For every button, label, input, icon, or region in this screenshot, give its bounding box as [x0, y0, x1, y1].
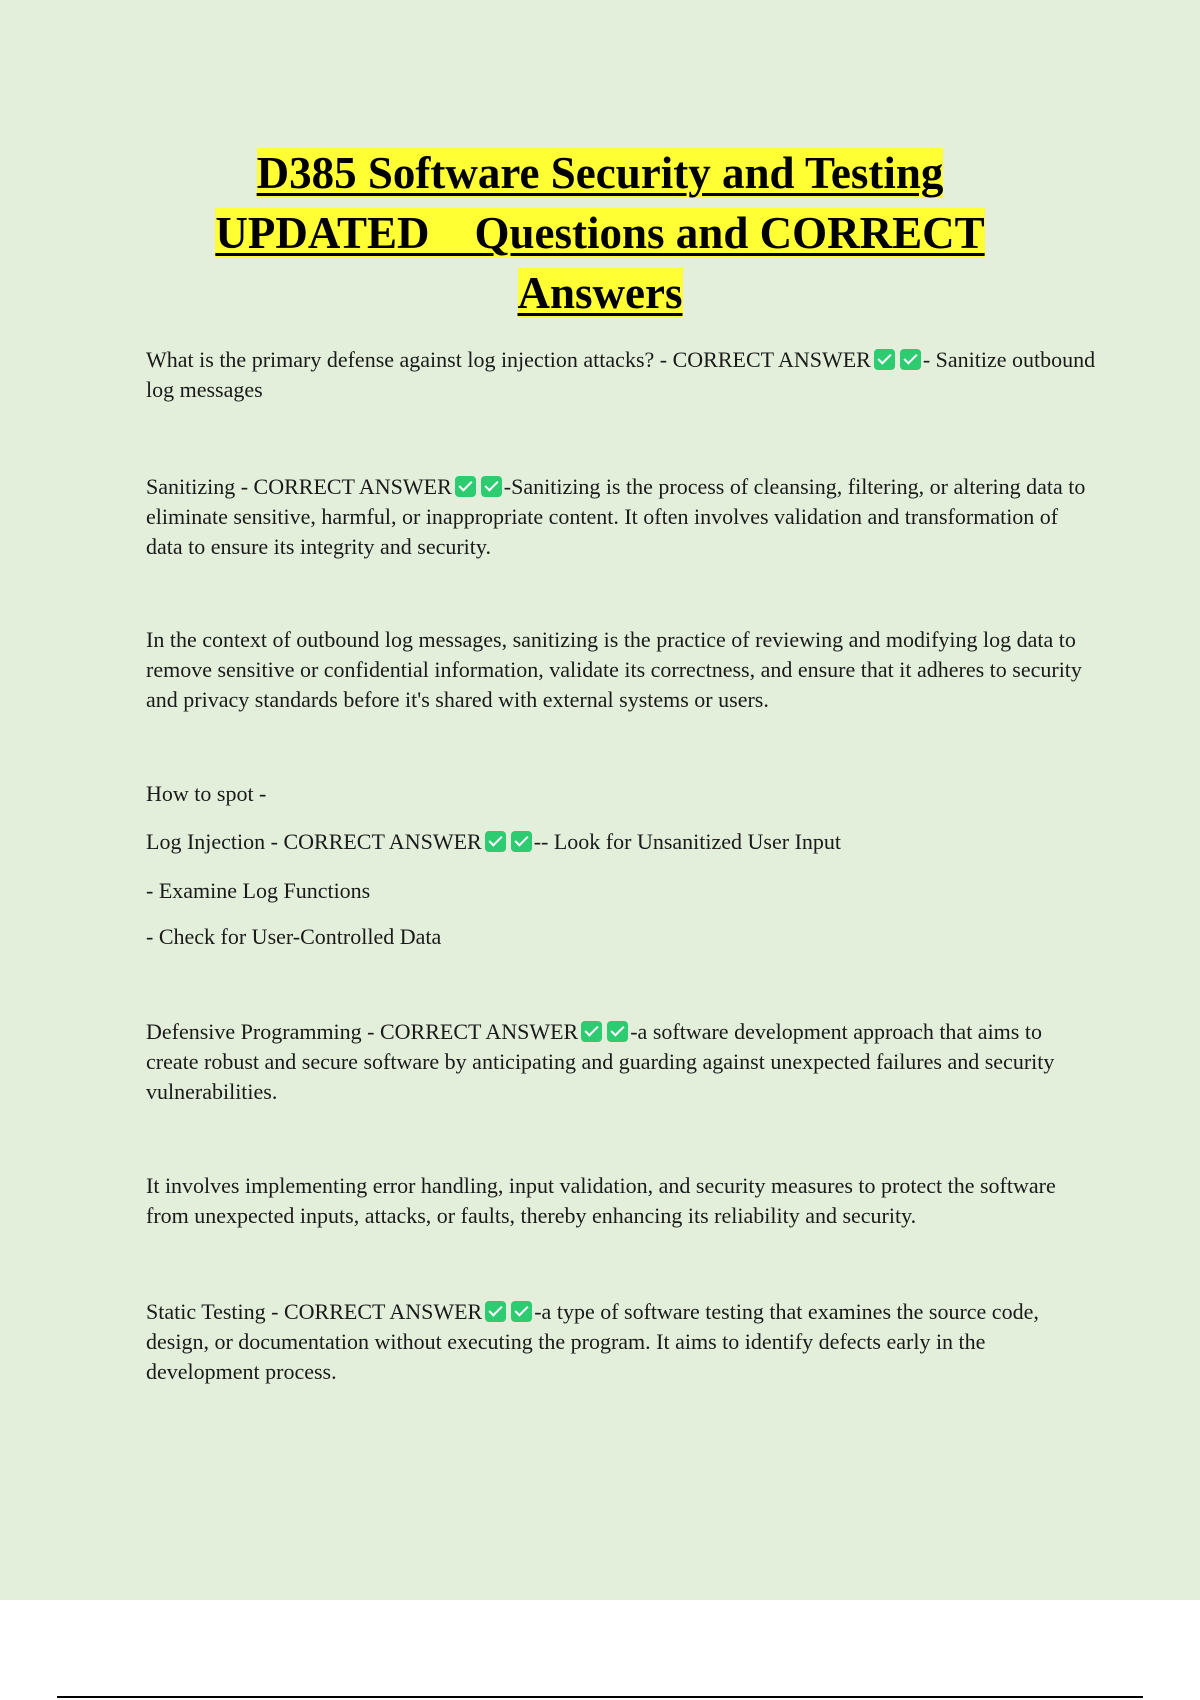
check-mark-icon [481, 476, 502, 497]
entry-answer: -Sanitizing is the process of cleansing, filtering, or altering data to eliminate sensitive, harmful, or inappropriate content. It often involves validation and transformation of data to ensure its integrity and security. [146, 474, 1086, 559]
check-mark-icon [900, 349, 921, 370]
entry-question: Defensive Programming - CORRECT ANSWER [146, 1019, 579, 1044]
footer-divider [57, 1696, 1143, 1698]
check-mark-icon [511, 1301, 532, 1322]
check-mark-icon [511, 831, 532, 852]
entry-answer: -a software development approach that aims to create robust and secure software by anticipating and guarding against unexpected failures and security vulnerabilities. [146, 1019, 1055, 1104]
check-mark-icon [581, 1021, 602, 1042]
list-item-check-user-data: - Check for User-Controlled Data [146, 924, 442, 949]
title-line-3: Answers [517, 268, 683, 318]
qa-entry-sanitizing [146, 472, 1096, 562]
document-title [0, 143, 1200, 323]
entry-answer: -a type of software testing that examines the source code, design, or documentation without executing the program. It aims to identify defects early in the development process. [146, 1299, 1039, 1384]
paragraph-sanitizing-context: In the context of outbound log messages, sanitizing is the practice of reviewing and modifying log data to remove sensitive or confidential information, validate its correctness, and ensure that it adheres to security and privacy standards before it's shared with external systems or users. [146, 627, 1082, 712]
title-line-2: UPDATED Questions and CORRECT [215, 208, 985, 258]
entry-question: Static Testing - CORRECT ANSWER [146, 1299, 483, 1324]
entry-question: Log Injection - CORRECT ANSWER [146, 829, 482, 854]
paragraph-defensive-programming-detail: It involves implementing error handling, input validation, and security measures to protect the software from unexpected inputs, attacks, or faults, thereby enhancing its reliability and security. [146, 1173, 1056, 1228]
check-mark-icon [485, 831, 506, 852]
qa-entry-defensive-programming [146, 1017, 1096, 1107]
check-mark-icon [607, 1021, 628, 1042]
check-mark-icon [485, 1301, 506, 1322]
entry-question: Sanitizing - CORRECT ANSWER [146, 474, 452, 499]
title-line-1: D385 Software Security and Testing [256, 148, 944, 198]
check-mark-icon [455, 476, 476, 497]
entry-answer: -- Look for Unsanitized User Input [533, 829, 842, 854]
qa-entry-log-injection-defense [146, 345, 1096, 405]
entry-answer: - Sanitize outbound log messages [146, 347, 1096, 402]
check-mark-icon [874, 349, 895, 370]
qa-entry-log-injection [146, 827, 1096, 857]
list-item-examine-log-functions: - Examine Log Functions [146, 878, 371, 903]
paragraph-how-to-spot: How to spot - [146, 781, 267, 806]
qa-entry-static-testing [146, 1297, 1096, 1387]
entry-question: What is the primary defense against log injection attacks? - CORRECT ANSWER [146, 347, 871, 372]
